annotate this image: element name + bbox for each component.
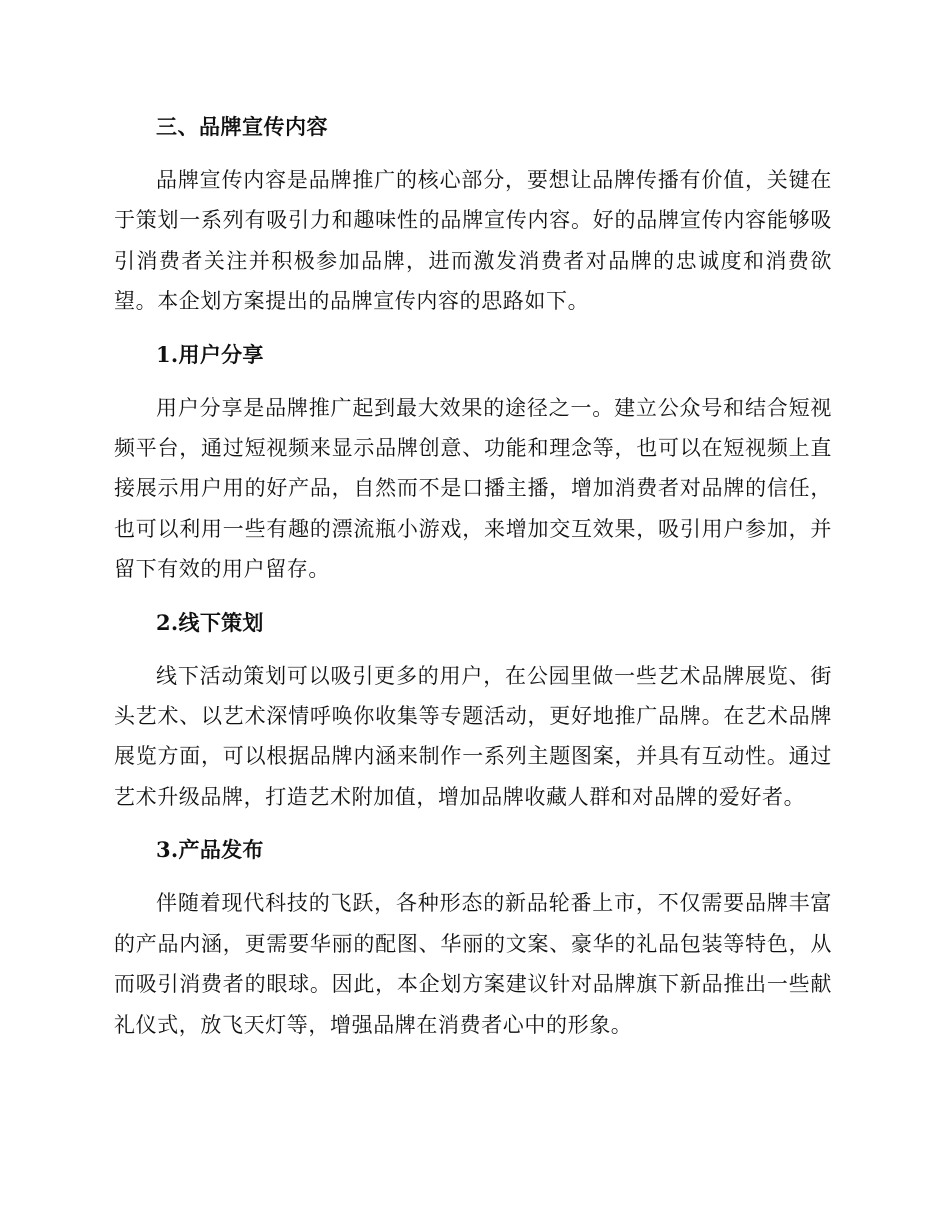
subsection-body-offline-planning: 线下活动策划可以吸引更多的用户，在公园里做一些艺术品牌展览、街头艺术、以艺术深情呼唤你收集等专题活动，更好地推广品牌。在艺术品牌展览方面，可以根据品牌内涵来制作一系列主题图案，并具有互动性。通过艺术升级品牌，打造艺术附加值，增加品牌收藏人群和对品牌的爱好者。: [114, 663, 832, 809]
subsection-heading-product-launch: 3.产品发布: [156, 837, 264, 863]
subsection-heading-user-sharing: 1.用户分享: [156, 341, 264, 367]
subsection-body-user-sharing: 用户分享是品牌推广起到最大效果的途径之一。建立公众号和结合短视频平台，通过短视频来显示品牌创意、功能和理念等，也可以在短视频上直接展示用户用的好产品，自然而不是口播主播，增加消费者对品牌的信任，也可以利用一些有趣的漂流瓶小游戏，来增加交互效果，吸引用户参加，并留下有效的用户留存。: [114, 395, 832, 582]
document-body: [114, 110, 832, 1061]
subsection-heading-offline-planning: 2.线下策划: [156, 609, 264, 635]
section-heading: 三、品牌宣传内容: [156, 114, 328, 139]
subsection-body-product-launch: 伴随着现代科技的飞跃，各种形态的新品轮番上市，不仅需要品牌丰富的产品内涵，更需要华丽的配图、华丽的文案、豪华的礼品包装等特色，从而吸引消费者的眼球。因此，本企划方案建议针对品牌旗下新品推出一些献礼仪式，放飞天灯等，增强品牌在消费者心中的形象。: [114, 891, 832, 1037]
intro-paragraph: 品牌宣传内容是品牌推广的核心部分，要想让品牌传播有价值，关键在于策划一系列有吸引力和趣味性的品牌宣传内容。好的品牌宣传内容能够吸引消费者关注并积极参加品牌，进而激发消费者对品牌的忠诚度和消费欲望。本企划方案提出的品牌宣传内容的思路如下。: [114, 168, 832, 314]
